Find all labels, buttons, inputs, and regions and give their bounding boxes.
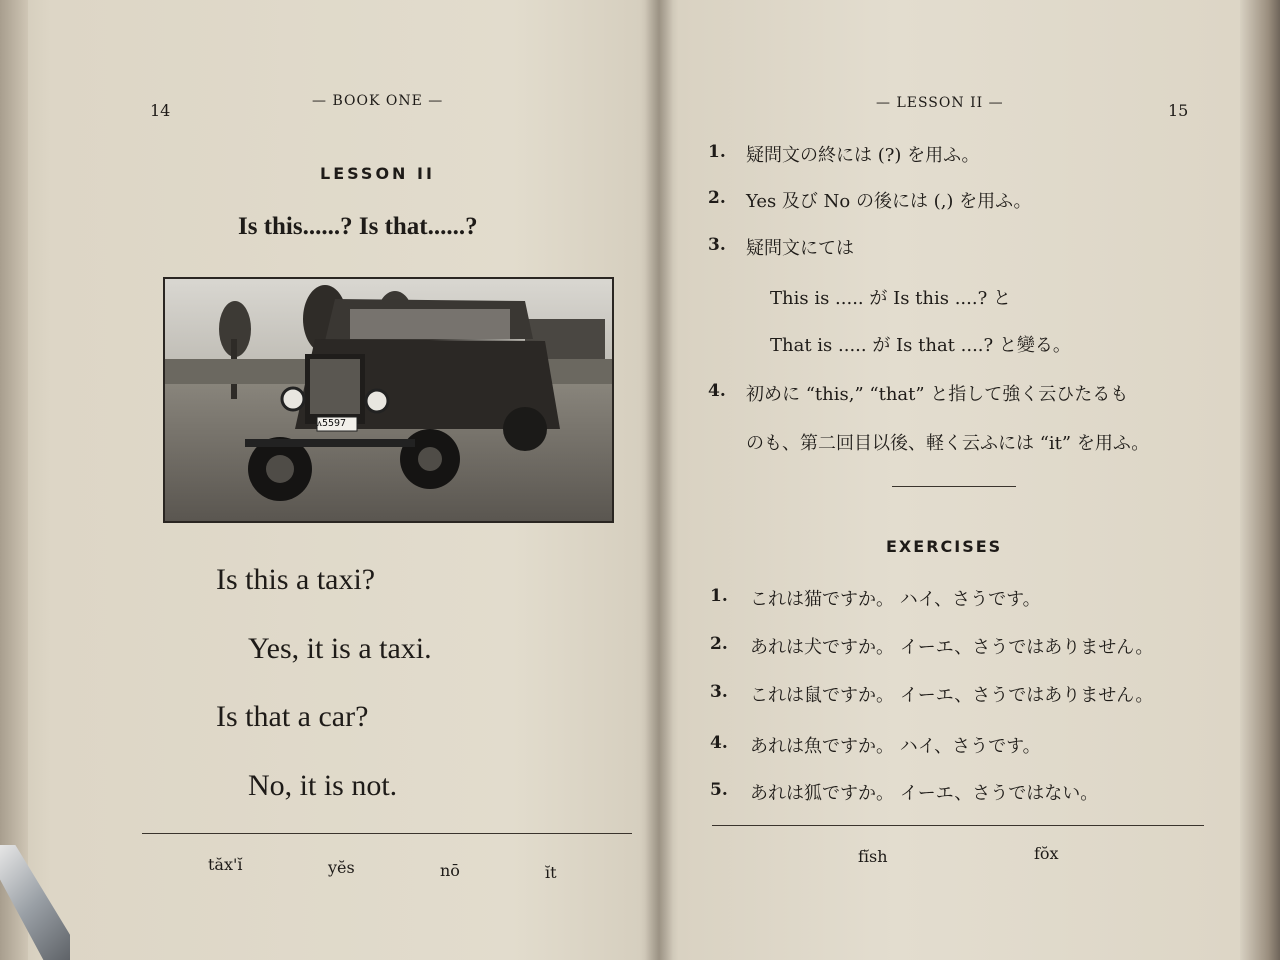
note-1-text: 疑問文の終には (?) を用ふ。 (746, 145, 980, 166)
section-divider (892, 486, 1016, 487)
note-1-number: 1. (708, 142, 726, 162)
lesson-title: LESSON II (320, 164, 435, 183)
exercise-4-number: 4. (710, 733, 728, 753)
left-page-edge (0, 0, 28, 960)
note-3-line-3: That is ..... が Is that ....? と變る。 (770, 335, 1071, 356)
note-4-number: 4. (708, 381, 726, 401)
note-3-number: 3. (708, 235, 726, 255)
phonetic-no: nō (440, 861, 460, 880)
license-plate: ᴧ5597 (317, 418, 347, 429)
exercise-2-number: 2. (710, 634, 728, 654)
sentence-4: No, it is not. (248, 769, 398, 802)
note-2-number: 2. (708, 188, 726, 208)
exercise-1-text: これは猫ですか。 ハイ、さうです。 (750, 589, 1041, 610)
phonetic-taxi: tăx'ĭ (208, 855, 243, 874)
right-page-edge (1240, 0, 1280, 960)
note-2-text: Yes 及び No の後には (,) を用ふ。 (746, 191, 1032, 212)
exercises-title: EXERCISES (886, 537, 1003, 556)
phonetic-yes: yĕs (328, 858, 355, 877)
note-3-text: 疑問文にては (746, 238, 854, 259)
exercise-5-number: 5. (710, 780, 728, 800)
note-4-line-2: のも、第二回目以後、軽く云ふには “it” を用ふ。 (746, 433, 1150, 454)
exercise-4-text: あれは魚ですか。 ハイ、さうです。 (750, 736, 1041, 757)
sentence-2: Yes, it is a taxi. (248, 632, 432, 665)
sentence-1: Is this a taxi? (216, 563, 376, 596)
left-footer-rule (142, 833, 632, 834)
taxi-photo (163, 277, 614, 523)
exercise-3-number: 3. (710, 682, 728, 702)
exercise-5-text: あれは狐ですか。 イーエ、さうではない。 (750, 783, 1099, 804)
exercise-2-text: あれは犬ですか。 イーエ、さうではありません。 (750, 637, 1154, 658)
right-running-head: — LESSON II — (876, 95, 1004, 111)
note-3-line-2: This is ..... が Is this ....? と (770, 288, 1011, 309)
book-gutter (645, 0, 673, 960)
phonetic-fish: fĭsh (858, 847, 888, 866)
note-4-text: 初めに “this,” “that” と指して強く云ひたるも (746, 384, 1129, 405)
exercise-3-text: これは鼠ですか。 イーエ、さうではありません。 (750, 685, 1154, 706)
right-footer-rule (712, 825, 1204, 826)
sentence-3: Is that a car? (216, 700, 369, 733)
exercise-1-number: 1. (710, 586, 728, 606)
left-page-number: 14 (150, 101, 171, 120)
phonetic-it: ĭt (545, 863, 557, 882)
right-page-number: 15 (1168, 101, 1189, 120)
left-running-head: — BOOK ONE — (312, 93, 444, 109)
phonetic-fox: fŏx (1034, 844, 1059, 863)
lesson-subtitle: Is this......? Is that......? (238, 213, 478, 240)
